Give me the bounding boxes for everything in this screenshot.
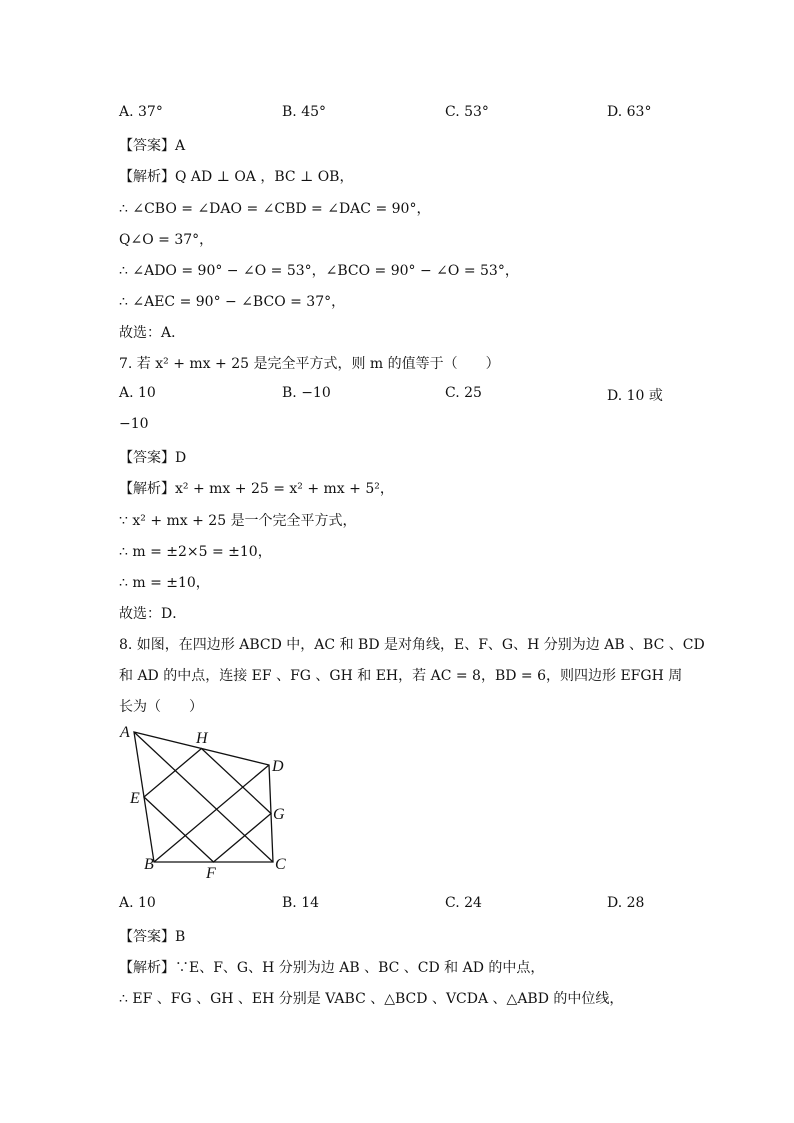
- diagonal-ac: [134, 732, 273, 862]
- q8-analysis-line-2: ∴ EF 、FG 、GH 、EH 分别是 VABC 、△BCD 、VCDA 、△ABD 的中位线，: [119, 991, 624, 1007]
- q7-analysis-line-1: 【解析】x² + mx + 25 = x² + mx + 5²，: [119, 481, 394, 497]
- q7-answer: 【答案】D: [119, 450, 187, 466]
- label-h: H: [196, 730, 208, 747]
- q7-stem: 7. 若 x² + mx + 25 是完全平方式，则 m 的值等于（ ）: [119, 356, 500, 372]
- q7-option-b: B. −10: [282, 385, 331, 401]
- q8-stem-line-3: 长为（ ）: [119, 699, 203, 715]
- q6-option-c: C. 53°: [445, 104, 489, 120]
- q7-options: [119, 385, 679, 405]
- q6-analysis-line-3: Q∠O = 37°，: [119, 232, 214, 248]
- q8-option-d: D. 28: [607, 895, 645, 911]
- q8-options: [119, 895, 679, 915]
- label-g: G: [273, 806, 285, 823]
- label-d: D: [272, 758, 284, 775]
- q6-analysis-line-4: ∴ ∠ADO = 90° − ∠O = 53°，∠BCO = 90° − ∠O = 53°，: [119, 263, 519, 279]
- q8-option-c: C. 24: [445, 895, 482, 911]
- label-f: F: [206, 865, 216, 882]
- q8-answer: 【答案】B: [119, 929, 186, 945]
- q7-analysis-line-2: ∵ x² + mx + 25 是一个完全平方式，: [119, 513, 357, 529]
- q7-option-c: C. 25: [445, 385, 482, 401]
- quadrilateral-efgh: [144, 749, 271, 863]
- q6-analysis-line-1: 【解析】Q AD ⊥ OA ，BC ⊥ OB，: [119, 169, 354, 185]
- q6-answer: 【答案】A: [119, 138, 186, 154]
- q7-analysis-line-4: ∴ m = ±10，: [119, 575, 210, 591]
- q6-option-d: D. 63°: [607, 104, 652, 120]
- q8-analysis-line-1: 【解析】∵E、F、G、H 分别为边 AB 、BC 、CD 和 AD 的中点，: [119, 960, 545, 976]
- quadrilateral-figure: [114, 720, 314, 882]
- q8-option-a: A. 10: [119, 895, 156, 911]
- diagonal-bd: [154, 765, 269, 862]
- label-b: B: [144, 856, 154, 873]
- q7-analysis-line-3: ∴ m = ±2×5 = ±10，: [119, 544, 272, 560]
- q8-stem-line-1: 8. 如图，在四边形 ABCD 中，AC 和 BD 是对角线，E、F、G、H 分别为边 AB 、BC 、CD: [119, 637, 705, 653]
- label-e: E: [130, 790, 140, 807]
- q7-option-d-wrap: −10: [119, 416, 149, 432]
- q6-option-a: A. 37°: [119, 104, 163, 120]
- label-a: A: [120, 724, 130, 741]
- q8-stem-line-2: 和 AD 的中点，连接 EF 、FG 、GH 和 EH，若 AC = 8，BD = 6，则四边形 EFGH 周: [119, 668, 683, 684]
- q6-conclusion: 故选：A．: [119, 325, 186, 341]
- label-c: C: [275, 856, 286, 873]
- q7-option-a: A. 10: [119, 385, 156, 401]
- q6-analysis-line-5: ∴ ∠AEC = 90° − ∠BCO = 37°，: [119, 294, 346, 310]
- q6-option-b: B. 45°: [282, 104, 327, 120]
- q8-option-b: B. 14: [282, 895, 320, 911]
- q7-conclusion: 故选：D．: [119, 606, 187, 622]
- q6-analysis-line-2: ∴ ∠CBO = ∠DAO = ∠CBD = ∠DAC = 90°，: [119, 201, 431, 217]
- q6-options: [119, 104, 679, 124]
- q7-option-d: D. 10 或: [607, 388, 663, 404]
